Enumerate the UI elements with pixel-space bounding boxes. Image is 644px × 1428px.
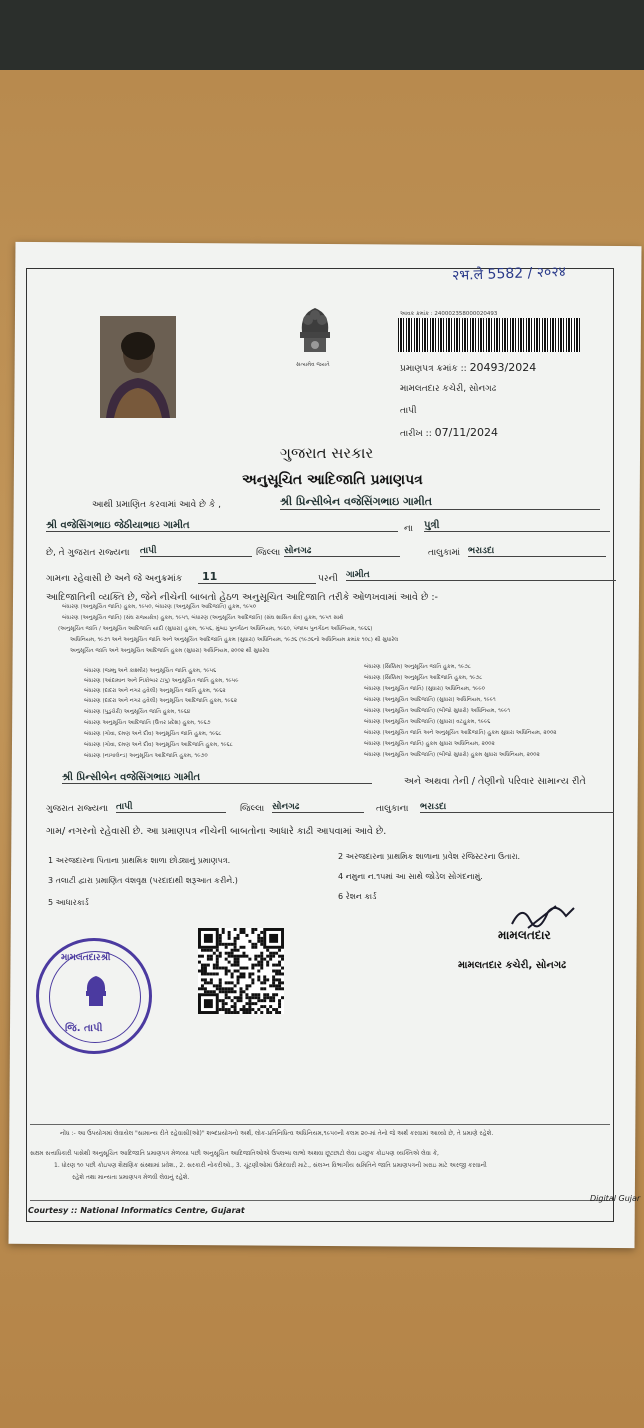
page-subtitle: અનુસૂચિત આદિજાતિ પ્રમાણપત્ર [242, 472, 423, 488]
order-line: બંધારણ (અનુસૂચિત જાતિ) હુકમ, ૧૯૫૦, બંધારણ (અનુસૂચિત આદિજાતિ) હુકમ, ૧૯૫૦ [62, 604, 257, 610]
order-left: બંધારણ અનુસૂચિત આદિજાતિ (ઉત્તર પ્રદેશ) હુકમ, ૧૯૬૭ [84, 720, 211, 726]
certificate-date-row [400, 426, 498, 439]
order-left: બંધારણ (પુડુચેરી) અનુસૂચિત જાતિ હુકમ, ૧૯૬૪ [84, 709, 191, 715]
document-item: 2 અરજદારના પ્રાથમિક શાળાના પ્રવેશ રજિસ્ટરના ઉતારા. [338, 852, 521, 861]
document-item: 4 નમુના ન.૧૫માં આ સાથે જોડેલ સોગંદનામું. [338, 872, 483, 881]
footer-line: 1. ધોરણ ૧૦ પછી કોઇપણ શૈક્ષણિક સંસ્થામાં પ્રવેશ., 2. સરકારી નોકરીઓ., 3. ચૂંટણીઓમાં ઉમેદવારી માટે., સંલગ્ન વિભાગીય સમિતિને જાતિ પ્રમાણપત્રની ખરાઇ માટે અરજી કરવાની [54, 1162, 487, 1169]
order-right: બંધારણ (અનુસૂચિત આદિજાતિ) (બીજો સુધારો) અધિનિયમ, ૧૯૯૧ [364, 708, 511, 714]
taluka-name: ભરાડદા [468, 546, 606, 557]
taluka-name-2: ભરાડદા [420, 802, 614, 813]
footer-line: સક્ષમ સત્તાધિકારી પાસેથી અનુસૂચિત આદિજાતિ પ્રમાણપત્ર મેળવ્યા પછી અનુસૂચિત આદિજાતિઓએ ઉપલબ્ધ લાભો અથવા છૂટછાટો લેવા ઇચ્છુક કોઇપણ વ્યક્તિએ લેવા કે, [30, 1150, 439, 1157]
seal-text: મામલતદારશ્રી [61, 953, 111, 963]
divider [30, 1124, 610, 1125]
applicant-name: શ્રી પ્રિન્સીબેન વજેસિંગભાઇ ગામીત [280, 495, 600, 510]
footer-line: રહેશે તથા માન્યતા પ્રમાણપત્ર મેળવી લેવાનું રહેશે. [72, 1174, 190, 1181]
na-label: ના [404, 524, 413, 534]
document-item: 6 રેશન કાર્ડ [338, 892, 377, 901]
caste-label: પરની [318, 574, 338, 584]
national-emblem-icon [290, 302, 340, 360]
order-line: અનુસૂચિત જાતિ અને અનુસૂચિત આદિજાતિ હુકમ (સુધારા) અધિનિયમ, ૨૦૦૨ થી સુધારેલ [70, 648, 270, 654]
order-left: બંધારણ (આંદામાન અને નિકોબાર ટાપુ) અનુસૂચિત જાતિ હુકમ, ૧૯૫૯ [84, 678, 239, 684]
certificate-office: મામલતદાર કચેરી, સોનગઢ [400, 384, 497, 394]
barcode-label: આવક ક્રમાંક : 240002358000020493 [400, 311, 498, 317]
district-name: સોનગઢ [284, 546, 400, 557]
order-right: બંધારણ (અનુસૂચિત જાતિ) હુકમ સુધારા અધિનિયમ, ૨૦૦૨ [364, 741, 495, 747]
taluka-label: તાલુકામાં [428, 548, 461, 558]
order-line: (અનુસૂચિત જાતિ / અનુસૂચિત આદિજાતિ યાદી (સુધારા) હુકમ, ૧૯૫૬, મુંબઇ પુનર્ગઠન અધિનિયમ, ૧૯૬૦, પંજાબ પુનર્ગઠન અધિનિયમ, ૧૯૬૬) [58, 626, 373, 632]
document-item: 3 તલાટી દ્વારા પ્રમાણિત વંશવૃક્ષ (પરદાદાથી શરૂઆત કરીને.) [48, 876, 238, 885]
residence-text: અને અથવા તેની / તેણીનો પરિવાર સામાન્ય રીતે [404, 776, 586, 787]
document-item: 5 આધારકાર્ડ [48, 898, 89, 907]
page-title: ગુજરાત સરકાર [280, 444, 374, 462]
order-right: બંધારણ (સિક્કિમ) અનુસૂચિત આદિજાતિ હુકમ, ૧૯૭૮ [364, 675, 483, 681]
seal-district: જિ. તાપી [65, 1023, 103, 1034]
signature-office: મામલતદાર કચેરી, સોનગઢ [458, 960, 567, 971]
state-text: છે, તે ગુજરાત રાજ્યના [46, 548, 130, 558]
district-label-2: જિલ્લા [240, 804, 265, 814]
issue-text: ગામ/ નગરનો રહેવાસી છે. આ પ્રમાણપત્ર નીચેની બાબતોના આધારે કાઢી આપવામાં આવે છે. [46, 826, 387, 837]
father-name: શ્રી વજેસિંગભાઇ જેઠીયાભાઇ ગામીત [46, 520, 398, 532]
caste-value: ગામીત [346, 570, 616, 581]
district-name-2: સોનગઢ [272, 802, 364, 813]
certificate-date-value: 07/11/2024 [434, 426, 499, 439]
official-seal [36, 938, 152, 1054]
serial-number: 11 [198, 570, 316, 584]
certificate-date-label: તારીખ :: [400, 429, 432, 439]
handwritten-note: २भ.ले 5582 / २०२४ [451, 264, 567, 284]
order-right: બંધારણ (અનુસૂચિત આદિજાતિ) (સુધારા) વટહુકમ, ૧૯૯૬ [364, 719, 491, 725]
emblem-motto: સત્યમેવ જયતે [296, 362, 330, 368]
order-right: બંધારણ (અનુસૂચિત આદિજાતિ) (બીજો સુધારો) હુકમ સુધારા અધિનિયમ, ૨૦૦૨ [364, 752, 540, 758]
order-left: બંધારણ (નાગાલેન્ડ) અનુસૂચિત આદિજાતિ હુકમ, ૧૯૭૦ [84, 753, 208, 759]
residence-name: શ્રી પ્રિન્સીબેન વજેસિંગભાઇ ગામીત [62, 772, 372, 784]
barcode [398, 318, 580, 352]
order-right: બંધારણ (સિક્કિમ) અનુસૂચિત જાતિ હુકમ, ૧૯૭૮ [364, 664, 471, 670]
divider [30, 1200, 610, 1201]
order-line: બંધારણ (અનુસૂચિત જાતિ) (સંઘ રાજ્યક્ષેત્ર) હુકમ, ૧૯૫૧, બંધારણ (અનુસૂચિત આદિજાતિ) (સંઘ શાસિત ક્ષેત્ર) હુકમ, ૧૯૫૧ સાથે [62, 615, 344, 621]
state-text-2: ગુજરાત રાજ્યના [46, 804, 109, 814]
order-line: અધિનિયમ, ૧૯૭૧ અને અનુસૂચિત જાતિ અને અનુસૂચિત આદિજાતિ હુકમ (સુધારા) અધિનિયમ, ૧૯૭૬ (૧૯૭૬નો અધિનિયમ ક્રમાંક ૧૦૮) થી સુધારેલ [70, 637, 399, 643]
digital-gujarat-text: Digital Gujar [590, 1194, 641, 1203]
order-right: બંધારણ (અનુસૂચિત આદિજાતિ) (સુધારા) અધિનિયમ, ૧૯૯૧ [364, 697, 496, 703]
order-right: બંધારણ (અનુસૂચિત જાતિ) (સુધારા) અધિનિયમ, ૧૯૯૦ [364, 686, 485, 692]
order-right: બંધારણ (અનુસૂચિત જાતિ અને અનુસૂચિત આદિજાતિ) હુકમ સુધારા અધિનિયમ, ૨૦૦૨ [364, 730, 557, 736]
order-left: બંધારણ (ગોવા, દમણ અને દીવ) અનુસૂચિત જાતિ હુકમ, ૧૯૬૮ [84, 731, 222, 737]
district-value: તાપી [140, 546, 252, 557]
dark-background [0, 0, 644, 70]
tribe-text: આદિજાતિની વ્યક્તિ છે, જેને નીચેની બાબતો હેઠળ અનુસૂચિત આદિજાતિ તરીકે ઓળખવામાં આવે છે :- [46, 592, 438, 603]
district-value-2: તાપી [116, 802, 226, 813]
signature-scribble-icon [508, 900, 578, 930]
order-left: બંધારણ (ગોવા, દમણ અને દીવ) અનુસૂચિત આદિજાતિ હુકમ, ૧૯૬૮ [84, 742, 233, 748]
document-item: 1 અરજદારના પિતાના પ્રાથમિક શાળા છોડ્યાનું પ્રમાણપત્ર. [48, 856, 231, 865]
district-label: જિલ્લા [256, 548, 281, 558]
relation-value: પુત્રી [424, 520, 610, 532]
certificate-number-row [400, 361, 536, 374]
order-left: બંધારણ (દાદરા અને નગર હવેલી) અનુસૂચિત આદિજાતિ હુકમ, ૧૯૬૨ [84, 698, 237, 704]
order-left: બંધારણ (દાદરા અને નગર હવેલી) અનુસૂચિત જાતિ હુકમ, ૧૯૬૨ [84, 688, 226, 694]
certificate-district: તાપી [400, 406, 417, 416]
village-text: ગામના રહેવાસી છે અને જે અનુક્રમાંક [46, 574, 183, 584]
qr-code [198, 928, 284, 1014]
order-left: બંધારણ (જમ્મુ અને કાશ્મીર) અનુસૂચિત જાતિ હુકમ, ૧૯૫૬ [84, 668, 217, 674]
signature-title: મામલતદાર [498, 928, 551, 942]
taluka-label-2: તાલુકાના [376, 804, 409, 814]
footer-note: નોંધ :- આ ઉપયોગમાં લેવાયેલ "સામાન્ય રીતે રહેવાસી(ઓ)" શબ્દપ્રયોગનો અર્થ, લોક-પ્રતિનિધિત્વ અધિનિયમ,૧૯૫૦ની કલમ ૨૦-માં તેનો જે અર્થ કરવામાં આવ્યો છે, તે પ્રમાણે રહેશે. [60, 1130, 494, 1137]
certify-text: આથી પ્રમાણિત કરવામાં આવે છે કે , [92, 500, 221, 510]
certificate-number-label: પ્રમાણપત્ર ક્રમાંક :: [400, 364, 467, 374]
courtesy-text: Courtesy :: National Informatics Centre, Gujarat [28, 1206, 245, 1215]
seal-emblem-icon [81, 973, 111, 1009]
certificate-number-value: 20493/2024 [469, 361, 537, 374]
applicant-photo [100, 316, 176, 418]
